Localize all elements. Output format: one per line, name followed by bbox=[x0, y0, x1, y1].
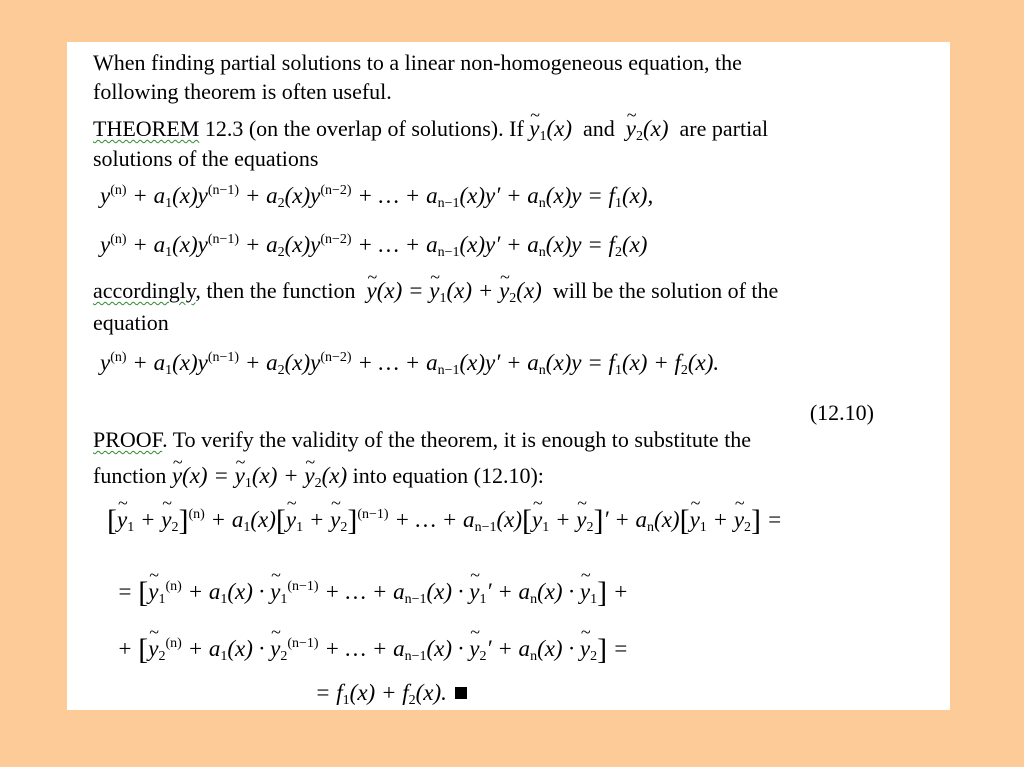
qed-square-icon bbox=[455, 687, 467, 699]
function-word: function bbox=[93, 463, 167, 488]
proof-equation-1: [~ $y_1$ + ~ $y_2]^{(n)}$ + $a_1(x)[\sim$ $y_1$ + ~ $y_2]^{(n-1)}$ + … + $a_{n-1}(x)[\sim$ $y_1$ + ~ $y_2]'$ + $a_n(x)[\sim$ $y_1$ + ~ $y_2$] = bbox=[107, 504, 782, 538]
theorem-text: 12.3 (on the overlap of solutions). If bbox=[199, 116, 524, 141]
equation-sum: $y^{(n)} + a_1(x)y^{(n-1)} + a_2(x)y^{(n-2)}$ + … + $a_{n-1}(x)y' + a_n(x)y = f_1(x) + f_2(x)$. bbox=[100, 350, 720, 378]
intro-line-2: following theorem is often useful. bbox=[93, 79, 392, 104]
function-line bbox=[93, 463, 544, 497]
proof-line bbox=[93, 427, 751, 453]
y2-tilde-math: ~ $y_2(x)$ bbox=[626, 116, 669, 141]
and-word: and bbox=[583, 116, 615, 141]
proof-label: PROOF bbox=[93, 427, 163, 452]
theorem-label: THEOREM bbox=[93, 116, 200, 141]
eq2-rhs: $f_2(x)$ bbox=[608, 232, 648, 260]
sum-function-math: ~ y(x) = ~ $y_1(x)$ + ~ $y_2(x)$ bbox=[367, 278, 542, 303]
accordingly-word: accordingly bbox=[93, 278, 196, 303]
equation-2: $y^{(n)} + a_1(x)y^{(n-1)} + a_2(x)y^{(n-2)}$ + … + $a_{n-1}(x)y' + a_n(x)y = f_2(x)$ bbox=[100, 232, 648, 260]
proof-sum-math: ~ y(x) = ~ $y_1(x)$ + ~ $y_2(x)$ bbox=[172, 463, 347, 488]
then-function-text: , then the function bbox=[195, 278, 356, 303]
are-partial-text: are partial bbox=[679, 116, 769, 141]
eq1-rhs: $f_1(x)$, bbox=[608, 183, 654, 211]
equation-word: equation bbox=[93, 310, 169, 335]
theorem-line bbox=[93, 116, 768, 150]
will-be-text: will be the solution of the bbox=[552, 278, 779, 303]
y1-tilde-math: ~ $y_1(x)$ bbox=[529, 116, 572, 141]
intro-line-1: When finding partial solutions to a linear non-homogeneous equation, the bbox=[93, 50, 742, 75]
proof-final: = $f_1(x) + f_2(x)$. bbox=[315, 680, 467, 709]
into-equation-text: into equation (12.10): bbox=[352, 463, 544, 488]
slide-content bbox=[67, 42, 950, 710]
proof-equation-3: + [~ $y_2^{(n)} + a_1(x)$ · ~ $y_2^{(n-1)}$ + … + $a_{n-1}(x)$ · ~ $y_2' + a_n(x)$ · ~ $y_2$] = bbox=[117, 633, 628, 667]
proof-text: . To verify the validity of the theorem, it is enough to substitute the bbox=[162, 427, 752, 452]
equation-number: (12.10) bbox=[809, 400, 874, 425]
proof-equation-2: = [~ $y_1^{(n)} + a_1(x)$ · ~ $y_1^{(n-1)}$ + … + $a_{n-1}(x)$ · ~ $y_1' + a_n(x)$ · ~ $y_1$] + bbox=[117, 576, 628, 610]
equation-1: $y^{(n)} + a_1(x)y^{(n-1)} + a_2(x)y^{(n-2)}$ + … + $a_{n-1}(x)y' + a_n(x)y = f_1(x)$, bbox=[100, 183, 654, 211]
solutions-line: solutions of the equations bbox=[93, 146, 319, 171]
accordingly-line bbox=[93, 278, 778, 312]
